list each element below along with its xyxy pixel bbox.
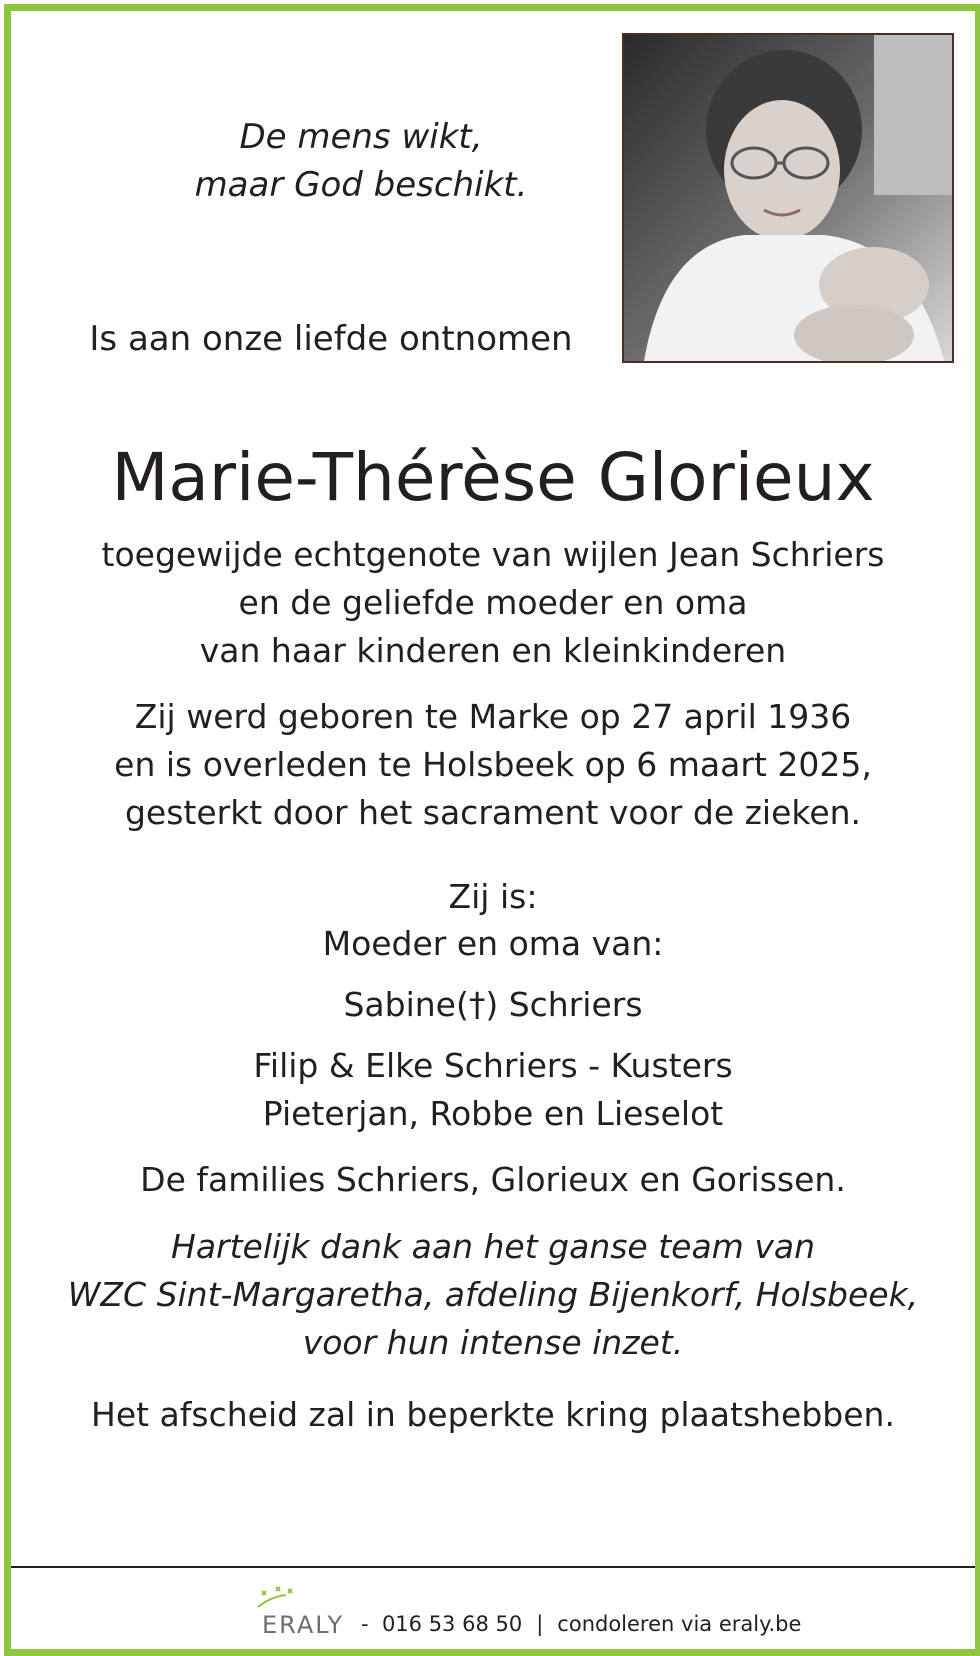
deceased-name: Marie-Thérèse Glorieux [111, 439, 875, 516]
spouse-line-1: toegewijde echtgenote van wijlen Jean Schriers [101, 535, 885, 574]
eraly-logo [246, 1589, 366, 1639]
thanks-line-1: Hartelijk dank aan het ganse team van [171, 1227, 815, 1266]
life-block [11, 693, 975, 837]
portrait-photo [622, 33, 954, 363]
logo-dash: - [361, 1612, 369, 1636]
contact-separator: | [536, 1612, 544, 1636]
quote-line-1: De mens wikt, [239, 117, 483, 157]
family-grandchildren: Pieterjan, Robbe en Lieselot [262, 1094, 724, 1133]
sacrament-line: gesterkt door het sacrament voor de zieken. [124, 793, 862, 832]
condolence-link[interactable]: condoleren via eraly.be [557, 1612, 802, 1636]
thanks-line-3: voor hun intense inzet. [302, 1323, 684, 1362]
spouse-block [11, 531, 975, 675]
thanks-line-2: WZC Sint-Margaretha, afdeling Bijenkorf, Holsbeek, [67, 1275, 919, 1314]
birth-line: Zij werd geboren te Marke op 27 april 1936 [134, 697, 852, 736]
contact-line [361, 1612, 801, 1636]
quote [151, 113, 571, 209]
family-child-2: Filip & Elke Schriers - Kusters [253, 1046, 733, 1085]
family-heading-1: Zij is: [448, 877, 538, 916]
farewell-text: Het afscheid zal in beperkte kring plaatshebben. [91, 1395, 895, 1434]
footer [11, 1589, 975, 1639]
intro-text: Is aan onze liefde ontnomen [89, 319, 573, 359]
family-heading-2: Moeder en oma van: [322, 924, 664, 963]
footer-divider [11, 1566, 975, 1568]
spouse-line-3: van haar kinderen en kleinkinderen [199, 631, 787, 670]
family-extended: De families Schriers, Glorieux en Gorissen. [140, 1160, 846, 1199]
death-line: en is overleden te Holsbeek op 6 maart 2025, [114, 745, 872, 784]
spouse-line-2: en de geliefde moeder en oma [238, 583, 748, 622]
family-child-1: Sabine(†) Schriers [343, 985, 643, 1024]
obituary-card [4, 4, 980, 1656]
phone-number: 016 53 68 50 [381, 1612, 523, 1636]
thanks-block [11, 1223, 975, 1367]
logo-text: ERALY [262, 1611, 345, 1639]
quote-line-2: maar God beschikt. [194, 165, 528, 205]
